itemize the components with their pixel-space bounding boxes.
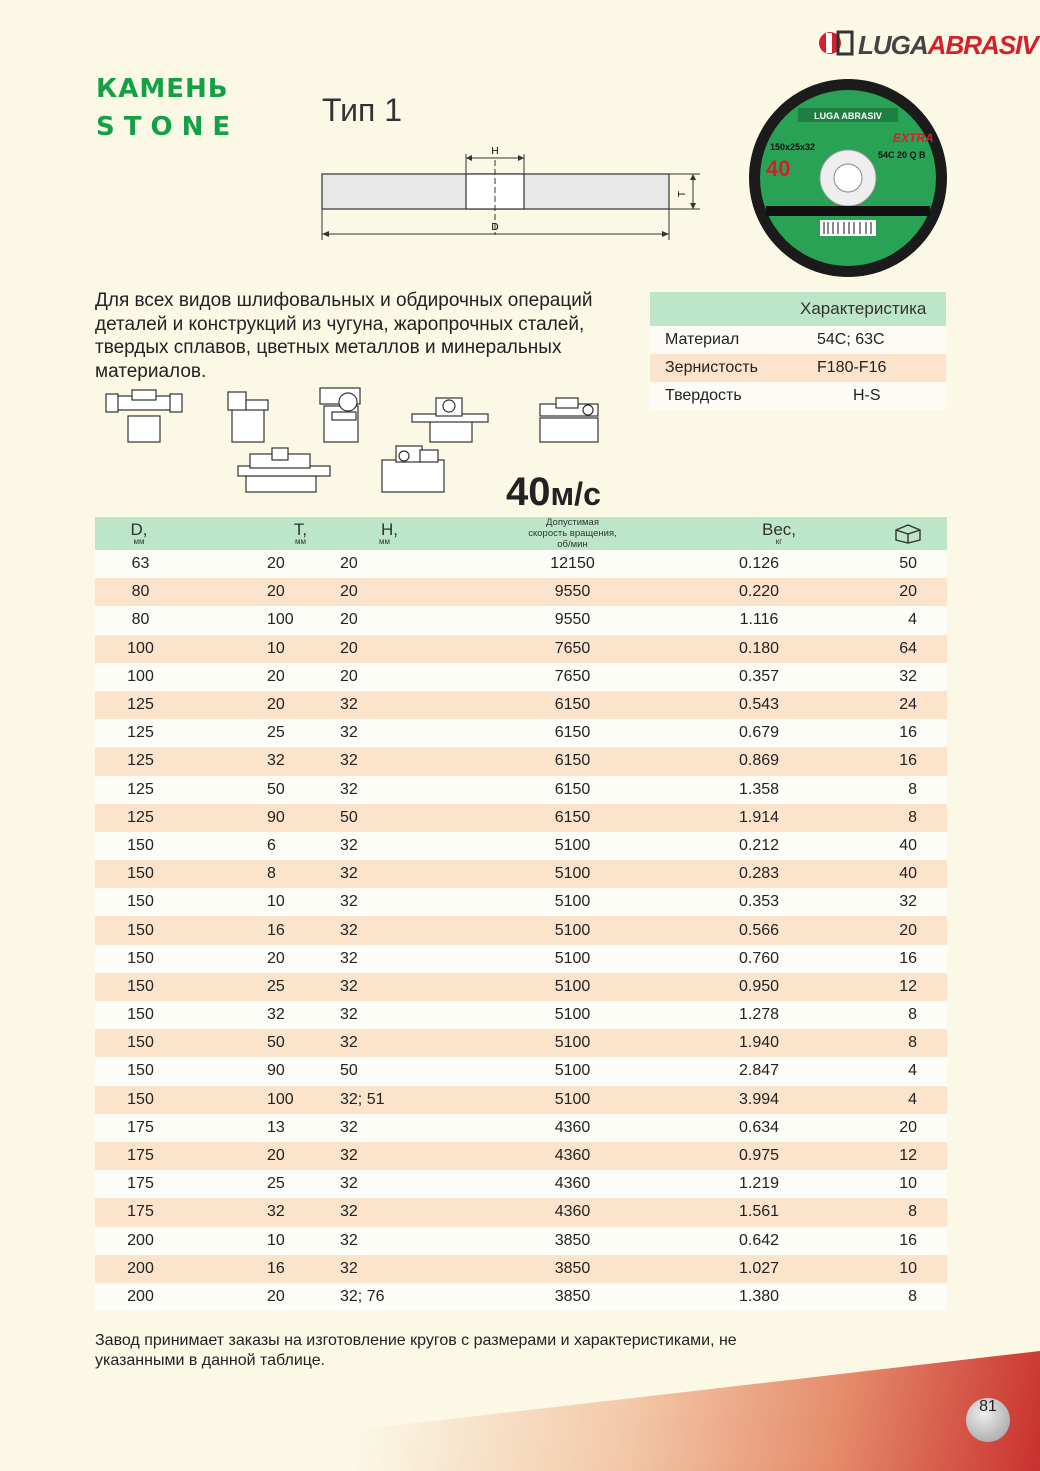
cell-h: 32 <box>340 780 358 798</box>
cell-t: 50 <box>267 780 285 798</box>
cell-qty: 32 <box>899 893 917 911</box>
cell-t: 32 <box>267 752 285 770</box>
cell-t: 10 <box>267 1231 285 1249</box>
page-number: 81 <box>966 1398 1010 1442</box>
cell-weight: 0.180 <box>738 639 780 657</box>
speed-value: 40 <box>506 470 551 514</box>
product-disc-image <box>748 78 948 278</box>
cell-d: 200 <box>127 1259 154 1277</box>
cell-d: 150 <box>127 921 154 939</box>
char-value: H-S <box>853 387 881 404</box>
cell-weight: 0.634 <box>738 1118 780 1136</box>
table-row <box>95 663 947 691</box>
table-row <box>95 1283 947 1311</box>
cell-d: 125 <box>127 696 154 714</box>
table-row <box>95 1114 947 1142</box>
cell-h: 32 <box>340 696 358 714</box>
cell-t: 16 <box>267 1259 285 1277</box>
cell-h: 32 <box>340 752 358 770</box>
cell-qty: 40 <box>899 836 917 854</box>
cell-rpm: 6150 <box>554 780 591 798</box>
table-row <box>95 916 947 944</box>
table-body <box>95 550 947 1311</box>
table-row <box>95 606 947 634</box>
cell-h: 20 <box>340 639 358 657</box>
cell-d: 150 <box>127 949 154 967</box>
cell-qty: 10 <box>899 1175 917 1193</box>
cell-qty: 4 <box>908 1062 917 1080</box>
cell-qty: 16 <box>899 949 917 967</box>
machine-icon-4 <box>412 398 488 442</box>
col-rpm-header <box>470 517 675 550</box>
cell-rpm: 4360 <box>554 1175 591 1193</box>
cell-t: 20 <box>267 949 285 967</box>
table-row <box>95 945 947 973</box>
cell-rpm: 6150 <box>554 696 591 714</box>
machine-icon-3 <box>320 388 360 442</box>
col-rpm-label-1: Допустимая <box>546 517 599 528</box>
cell-weight: 0.950 <box>738 977 780 995</box>
cell-d: 150 <box>127 1090 154 1108</box>
cell-d: 63 <box>131 555 150 573</box>
cell-qty: 8 <box>908 1006 917 1024</box>
cell-h: 32 <box>340 836 358 854</box>
cell-weight: 0.679 <box>738 724 780 742</box>
col-qty-header <box>843 522 947 545</box>
cell-t: 20 <box>267 1287 285 1305</box>
cell-qty: 4 <box>908 611 917 629</box>
cell-d: 200 <box>127 1231 154 1249</box>
cell-rpm: 5100 <box>554 921 591 939</box>
cell-qty: 8 <box>908 1287 917 1305</box>
cell-weight: 1.940 <box>738 1034 780 1052</box>
cell-weight: 1.914 <box>738 808 780 826</box>
col-weight-header <box>675 519 843 546</box>
cell-qty: 4 <box>908 1090 917 1108</box>
cell-weight: 0.869 <box>738 752 780 770</box>
logo-icon <box>818 28 854 58</box>
cell-d: 125 <box>127 724 154 742</box>
cell-h: 32 <box>340 1231 358 1249</box>
col-weight-label: Вес, <box>761 519 797 539</box>
cell-h: 20 <box>340 611 358 629</box>
table-row <box>95 1198 947 1226</box>
cell-qty: 12 <box>899 1147 917 1165</box>
table-row <box>95 1227 947 1255</box>
cell-d: 150 <box>127 865 154 883</box>
cell-d: 175 <box>127 1118 154 1136</box>
svg-text:150x25x32: 150x25x32 <box>770 142 816 152</box>
cell-t: 10 <box>267 893 285 911</box>
cell-t: 13 <box>267 1118 285 1136</box>
cell-qty: 8 <box>908 808 917 826</box>
characteristics-row <box>650 326 946 354</box>
machine-icon-5 <box>540 398 598 442</box>
cell-rpm: 3850 <box>554 1259 591 1277</box>
cell-t: 25 <box>267 724 285 742</box>
table-row <box>95 578 947 606</box>
cell-weight: 1.278 <box>738 1006 780 1024</box>
cell-rpm: 4360 <box>554 1147 591 1165</box>
sizes-table <box>95 517 947 1311</box>
cell-rpm: 7650 <box>554 667 591 685</box>
box-icon <box>894 522 922 544</box>
characteristics-header: Характеристика <box>650 292 946 326</box>
cell-h: 20 <box>340 583 358 601</box>
cell-weight: 0.126 <box>738 555 780 573</box>
svg-text:LUGA ABRASIV: LUGA ABRASIV <box>814 111 882 121</box>
cell-weight: 3.994 <box>738 1090 780 1108</box>
table-header <box>95 517 947 550</box>
table-row <box>95 1029 947 1057</box>
cell-qty: 12 <box>899 977 917 995</box>
table-row <box>95 550 947 578</box>
cell-rpm: 6150 <box>554 808 591 826</box>
cell-d: 125 <box>127 808 154 826</box>
cell-d: 150 <box>127 1034 154 1052</box>
cell-rpm: 5100 <box>554 1062 591 1080</box>
cell-t: 20 <box>267 667 285 685</box>
cell-d: 175 <box>127 1203 154 1221</box>
cell-t: 25 <box>267 977 285 995</box>
col-t-header <box>183 519 340 546</box>
cell-weight: 0.760 <box>738 949 780 967</box>
cell-qty: 32 <box>899 667 917 685</box>
brand-logo <box>818 28 1038 62</box>
cell-h: 32; 76 <box>340 1287 385 1305</box>
cell-t: 90 <box>267 1062 285 1080</box>
table-row <box>95 1255 947 1283</box>
cell-qty: 16 <box>899 724 917 742</box>
cell-weight: 0.543 <box>738 696 780 714</box>
page-subtitle: STONE <box>96 112 240 142</box>
cell-h: 20 <box>340 667 358 685</box>
char-value: 54C; 63C <box>817 331 885 348</box>
table-row <box>95 747 947 775</box>
cell-d: 150 <box>127 1006 154 1024</box>
machine-icon-6 <box>238 448 330 492</box>
svg-text:EXTRA: EXTRA <box>893 131 934 145</box>
cell-t: 50 <box>267 1034 285 1052</box>
cell-qty: 8 <box>908 1034 917 1052</box>
cell-h: 50 <box>340 808 358 826</box>
cell-h: 32 <box>340 977 358 995</box>
cell-t: 100 <box>267 1090 294 1108</box>
cell-d: 125 <box>127 752 154 770</box>
col-h-unit: мм <box>379 536 390 546</box>
cell-qty: 40 <box>899 865 917 883</box>
speed-label <box>506 470 601 515</box>
table-row <box>95 776 947 804</box>
table-row <box>95 1057 947 1085</box>
cell-rpm: 3850 <box>554 1287 591 1305</box>
cell-rpm: 6150 <box>554 752 591 770</box>
cell-h: 32 <box>340 1175 358 1193</box>
cell-weight: 0.353 <box>738 893 780 911</box>
cell-qty: 50 <box>899 555 917 573</box>
cell-t: 90 <box>267 808 285 826</box>
cell-d: 150 <box>127 893 154 911</box>
table-row <box>95 691 947 719</box>
cell-d: 175 <box>127 1175 154 1193</box>
cell-rpm: 4360 <box>554 1203 591 1221</box>
char-key: Зернистость <box>665 359 758 376</box>
table-row <box>95 1142 947 1170</box>
cell-h: 32 <box>340 1034 358 1052</box>
table-row <box>95 832 947 860</box>
cell-t: 6 <box>267 836 276 854</box>
cell-h: 32 <box>340 893 358 911</box>
cell-d: 80 <box>131 583 150 601</box>
cell-t: 20 <box>267 583 285 601</box>
cell-t: 32 <box>267 1006 285 1024</box>
char-key: Твердость <box>665 387 742 404</box>
cell-d: 175 <box>127 1147 154 1165</box>
cell-t: 32 <box>267 1203 285 1221</box>
cell-d: 100 <box>127 639 154 657</box>
cell-qty: 10 <box>899 1259 917 1277</box>
type-label: Тип 1 <box>322 92 403 128</box>
cell-qty: 20 <box>899 921 917 939</box>
cell-qty: 16 <box>899 1231 917 1249</box>
cell-rpm: 5100 <box>554 1090 591 1108</box>
cell-weight: 0.642 <box>738 1231 780 1249</box>
footnote: Завод принимает заказы на изготовление кругов с размерами и характеристиками, не указанными в данной таблице. <box>95 1332 737 1369</box>
machine-icon-7 <box>382 446 444 492</box>
cell-qty: 16 <box>899 752 917 770</box>
cell-weight: 0.220 <box>738 583 780 601</box>
cell-t: 25 <box>267 1175 285 1193</box>
speed-unit: м/с <box>550 476 601 512</box>
cell-qty: 20 <box>899 583 917 601</box>
col-rpm-label-2: скорость вращения, <box>528 528 617 539</box>
characteristics-row <box>650 354 946 382</box>
cell-t: 20 <box>267 555 285 573</box>
cell-rpm: 7650 <box>554 639 591 657</box>
cell-h: 50 <box>340 1062 358 1080</box>
cell-rpm: 12150 <box>550 555 595 573</box>
cell-weight: 1.358 <box>738 780 780 798</box>
cell-d: 80 <box>131 611 150 629</box>
cell-h: 32 <box>340 921 358 939</box>
dim-h-label: H <box>491 146 499 157</box>
cell-weight: 1.561 <box>738 1203 780 1221</box>
col-d-label: D, <box>130 519 148 539</box>
col-t-label: T, <box>293 519 308 539</box>
cell-rpm: 9550 <box>554 583 591 601</box>
col-weight-unit: кг <box>775 536 783 546</box>
cell-h: 32 <box>340 1006 358 1024</box>
table-row <box>95 1001 947 1029</box>
cell-weight: 1.219 <box>738 1175 780 1193</box>
wheel-drawing <box>315 140 705 245</box>
cell-qty: 24 <box>899 696 917 714</box>
cell-h: 32 <box>340 1203 358 1221</box>
table-row <box>95 635 947 663</box>
table-row <box>95 1086 947 1114</box>
machine-icon-2 <box>228 392 268 442</box>
col-rpm-label-3: об/мин <box>557 539 588 550</box>
characteristics-table <box>650 292 946 410</box>
cell-weight: 0.975 <box>738 1147 780 1165</box>
dim-t-label: T <box>677 190 688 198</box>
cell-t: 8 <box>267 865 276 883</box>
cell-rpm: 3850 <box>554 1231 591 1249</box>
cell-weight: 0.357 <box>738 667 780 685</box>
cell-t: 10 <box>267 639 285 657</box>
cell-rpm: 5100 <box>554 1006 591 1024</box>
cell-rpm: 5100 <box>554 865 591 883</box>
characteristics-row <box>650 382 946 410</box>
cell-qty: 20 <box>899 1118 917 1136</box>
table-row <box>95 973 947 1001</box>
cell-d: 200 <box>127 1287 154 1305</box>
cell-h: 32 <box>340 1147 358 1165</box>
cell-weight: 1.380 <box>738 1287 780 1305</box>
cell-h: 32 <box>340 1118 358 1136</box>
brand-name-1: LUGA <box>858 30 928 60</box>
col-h-label: H, <box>381 519 398 539</box>
table-row <box>95 860 947 888</box>
cell-weight: 0.283 <box>738 865 780 883</box>
cell-qty: 8 <box>908 1203 917 1221</box>
cell-d: 100 <box>127 667 154 685</box>
cell-qty: 8 <box>908 780 917 798</box>
col-d-header <box>95 519 183 546</box>
cell-t: 100 <box>267 611 294 629</box>
cell-rpm: 6150 <box>554 724 591 742</box>
page-title: КАМЕНЬ <box>96 74 229 104</box>
cell-weight: 1.116 <box>739 611 779 629</box>
cell-qty: 64 <box>899 639 917 657</box>
description: Для всех видов шлифовальных и обдирочных операций деталей и конструкций из чугуна, жаропрочных сталей, твердых сплавов, цветных металлов и минеральных материалов. <box>95 290 593 382</box>
svg-text:54C 20 Q B: 54C 20 Q B <box>878 150 926 160</box>
cell-weight: 1.027 <box>738 1259 780 1277</box>
col-d-unit: мм <box>133 536 145 546</box>
cell-rpm: 5100 <box>554 977 591 995</box>
cell-weight: 2.847 <box>738 1062 780 1080</box>
cell-rpm: 5100 <box>554 1034 591 1052</box>
cell-d: 150 <box>127 836 154 854</box>
cell-rpm: 5100 <box>554 836 591 854</box>
cell-h: 20 <box>340 555 358 573</box>
cell-d: 150 <box>127 1062 154 1080</box>
table-row <box>95 804 947 832</box>
dim-d-label: D <box>491 222 499 233</box>
char-key: Материал <box>665 331 740 348</box>
cell-h: 32 <box>340 949 358 967</box>
cell-h: 32 <box>340 724 358 742</box>
svg-text:40: 40 <box>766 156 791 181</box>
cell-weight: 0.212 <box>738 836 780 854</box>
cell-d: 150 <box>127 977 154 995</box>
cell-d: 125 <box>127 780 154 798</box>
col-t-unit: мм <box>295 536 306 546</box>
cell-rpm: 5100 <box>554 949 591 967</box>
cell-rpm: 9550 <box>554 611 591 629</box>
cell-t: 16 <box>267 921 285 939</box>
cell-t: 20 <box>267 1147 285 1165</box>
cell-h: 32; 51 <box>340 1090 385 1108</box>
brand-name-2: ABRASIV <box>927 30 1038 60</box>
cell-weight: 0.566 <box>738 921 780 939</box>
char-value: F180-F16 <box>817 359 887 376</box>
col-h-header <box>340 519 470 546</box>
cell-h: 32 <box>340 1259 358 1277</box>
table-row <box>95 719 947 747</box>
cell-h: 32 <box>340 865 358 883</box>
table-row <box>95 1170 947 1198</box>
table-row <box>95 888 947 916</box>
cell-rpm: 5100 <box>554 893 591 911</box>
machine-icon-1 <box>106 390 182 442</box>
cell-t: 20 <box>267 696 285 714</box>
cell-rpm: 4360 <box>554 1118 591 1136</box>
